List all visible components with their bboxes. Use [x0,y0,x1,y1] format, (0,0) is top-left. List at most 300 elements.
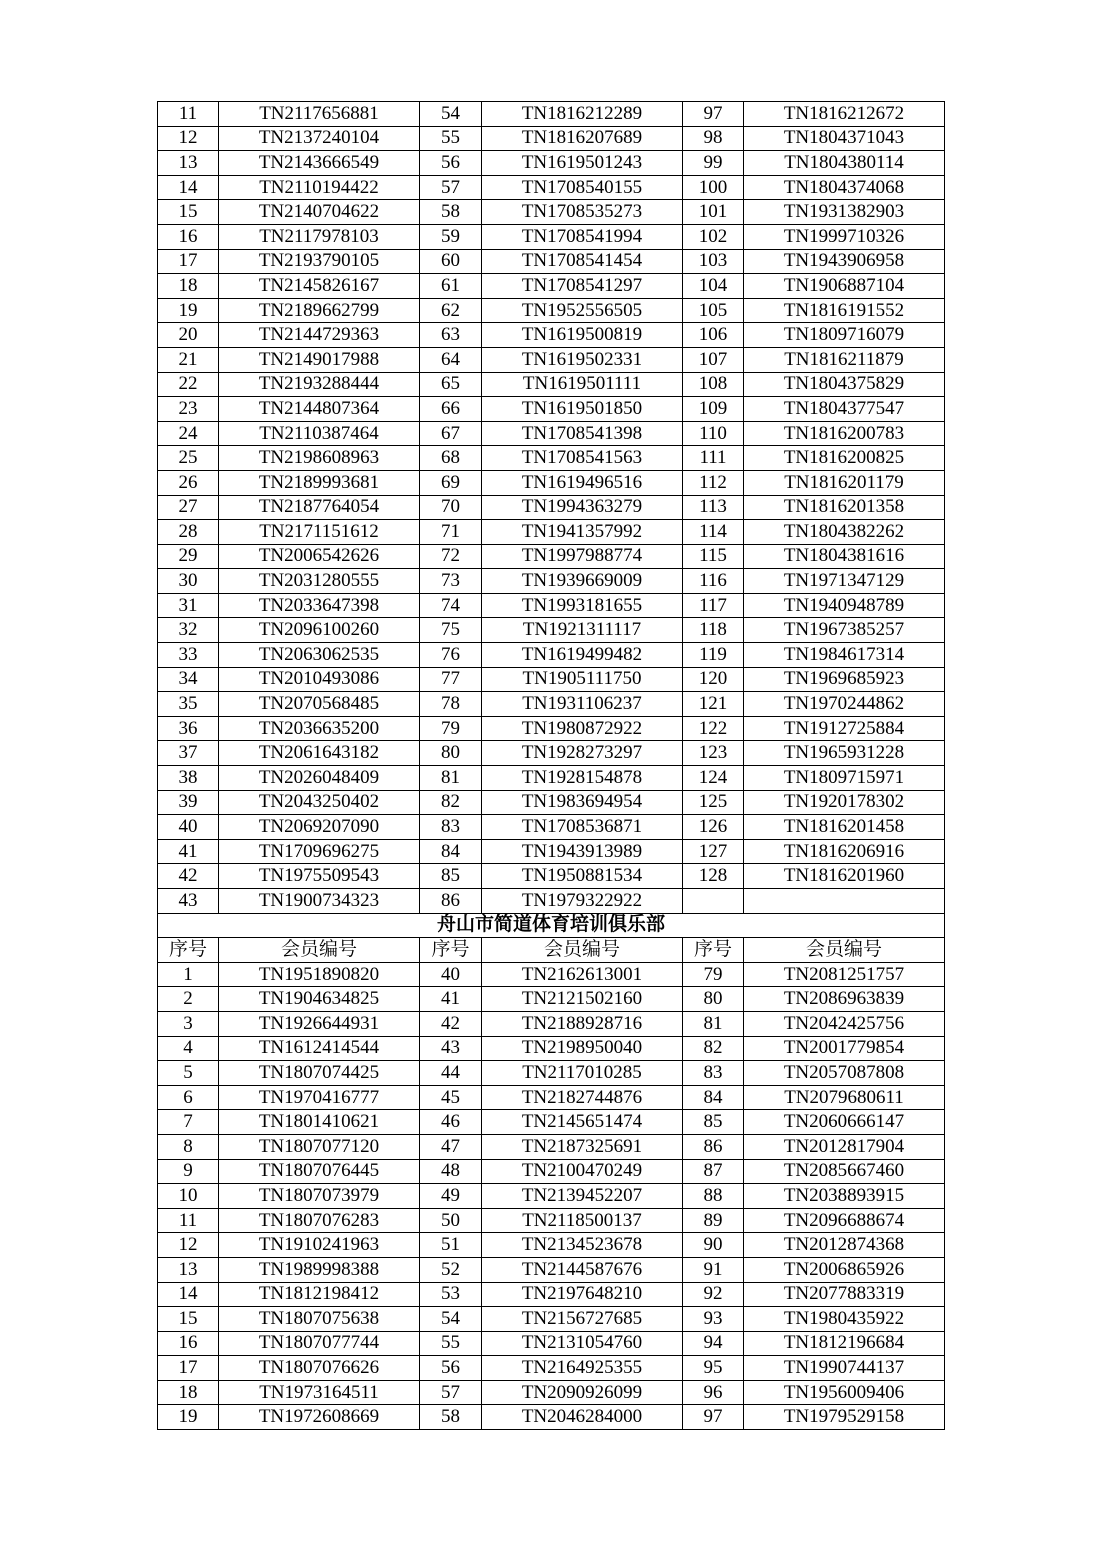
seq-cell: 78 [420,692,482,717]
table-row [158,1307,945,1332]
table-row [158,1208,945,1233]
table-row [158,1331,945,1356]
member-id-cell: TN1816200825 [744,446,945,471]
seq-cell: 80 [420,741,482,766]
seq-cell: 54 [420,102,482,127]
member-id-cell: TN1816207689 [482,126,683,151]
member-id-cell: TN2100470249 [482,1159,683,1184]
seq-cell: 45 [420,1085,482,1110]
member-id-cell: TN1804375829 [744,372,945,397]
table-row [158,1036,945,1061]
table-row [158,470,945,495]
table-row [158,1061,945,1086]
member-id-cell: TN1619496516 [482,470,683,495]
seq-cell: 42 [420,1011,482,1036]
member-id-cell: TN1931106237 [482,692,683,717]
member-id-cell: TN1807077120 [219,1134,420,1159]
club-title: 舟山市简道体育培训俱乐部 [158,913,945,938]
table-row [158,1257,945,1282]
seq-cell: 100 [683,175,744,200]
seq-cell: 21 [158,347,219,372]
table-row [158,1184,945,1209]
table-row [158,544,945,569]
table-row [158,716,945,741]
table-row [158,1134,945,1159]
member-id-cell: TN2144729363 [219,323,420,348]
seq-cell: 13 [158,1257,219,1282]
member-id-cell: TN1910241963 [219,1233,420,1258]
member-id-cell: TN1807076283 [219,1208,420,1233]
table-row [158,790,945,815]
seq-cell: 79 [420,716,482,741]
member-id-cell: TN1804371043 [744,126,945,151]
table-row [158,815,945,840]
member-id-cell: TN2001779854 [744,1036,945,1061]
seq-cell: 15 [158,200,219,225]
table-row [158,569,945,594]
seq-cell: 115 [683,544,744,569]
member-id-cell: TN1708540155 [482,175,683,200]
member-id-cell: TN1708541297 [482,274,683,299]
header-row [158,938,945,963]
member-id-cell: TN1816201179 [744,470,945,495]
member-id-cell: TN2081251757 [744,962,945,987]
member-id-cell: TN2086963839 [744,987,945,1012]
member-id-cell: TN1812198412 [219,1282,420,1307]
member-table-body [158,102,945,1430]
member-id-cell: TN1943913989 [482,839,683,864]
member-id-cell: TN2012817904 [744,1134,945,1159]
seq-cell: 27 [158,495,219,520]
member-id-cell: TN1619502331 [482,347,683,372]
seq-cell: 43 [158,889,219,914]
seq-cell: 35 [158,692,219,717]
member-id-cell: TN1984617314 [744,643,945,668]
seq-cell: 106 [683,323,744,348]
table-row [158,1405,945,1430]
seq-cell: 93 [683,1307,744,1332]
seq-cell: 70 [420,495,482,520]
seq-cell: 118 [683,618,744,643]
member-id-cell: TN1816211879 [744,347,945,372]
seq-cell: 72 [420,544,482,569]
member-id-cell: TN2187325691 [482,1134,683,1159]
member-id-cell: TN2061643182 [219,741,420,766]
table-row [158,1380,945,1405]
table-row [158,667,945,692]
table-row [158,643,945,668]
seq-cell: 11 [158,102,219,127]
seq-cell: 58 [420,200,482,225]
member-id-cell: TN1619501111 [482,372,683,397]
table-row [158,1011,945,1036]
member-id-cell: TN2134523678 [482,1233,683,1258]
seq-cell: 124 [683,766,744,791]
member-id-cell: TN2110194422 [219,175,420,200]
member-id-cell: TN2069207090 [219,815,420,840]
table-row [158,864,945,889]
member-id-cell: TN1612414544 [219,1036,420,1061]
seq-cell: 88 [683,1184,744,1209]
member-id-cell: TN2162613001 [482,962,683,987]
member-id-cell: TN1708535273 [482,200,683,225]
seq-cell: 31 [158,593,219,618]
seq-cell: 119 [683,643,744,668]
table-row [158,274,945,299]
member-id-cell: TN2079680611 [744,1085,945,1110]
seq-cell: 83 [420,815,482,840]
member-id-cell: TN1912725884 [744,716,945,741]
seq-cell: 125 [683,790,744,815]
seq-cell: 25 [158,446,219,471]
table-row [158,421,945,446]
seq-cell: 84 [683,1085,744,1110]
table-row [158,1356,945,1381]
member-id-cell: TN2197648210 [482,1282,683,1307]
member-id-cell: TN2060666147 [744,1110,945,1135]
member-id-cell: TN1816201358 [744,495,945,520]
seq-cell: 113 [683,495,744,520]
member-id-cell: TN1807077744 [219,1331,420,1356]
seq-cell: 47 [420,1134,482,1159]
seq-cell: 79 [683,962,744,987]
seq-cell [683,889,744,914]
member-id-cell: TN1965931228 [744,741,945,766]
seq-cell: 82 [683,1036,744,1061]
seq-cell: 99 [683,151,744,176]
member-id-cell: TN2187764054 [219,495,420,520]
seq-cell: 44 [420,1061,482,1086]
member-id-cell: TN2144587676 [482,1257,683,1282]
member-id-cell: TN1989998388 [219,1257,420,1282]
member-id-cell: TN2171151612 [219,520,420,545]
member-id-cell: TN1983694954 [482,790,683,815]
table-row [158,347,945,372]
seq-cell: 7 [158,1110,219,1135]
member-id-cell: TN1619501850 [482,397,683,422]
member-id-cell: TN2182744876 [482,1085,683,1110]
seq-cell: 54 [420,1307,482,1332]
member-id-cell: TN1816200783 [744,421,945,446]
seq-cell: 48 [420,1159,482,1184]
member-id-cell: TN2077883319 [744,1282,945,1307]
seq-cell: 29 [158,544,219,569]
member-id-cell: TN1931382903 [744,200,945,225]
seq-cell: 38 [158,766,219,791]
seq-cell: 71 [420,520,482,545]
table-row [158,200,945,225]
seq-cell: 50 [420,1208,482,1233]
seq-cell: 69 [420,470,482,495]
table-row [158,766,945,791]
member-id-cell: TN1807073979 [219,1184,420,1209]
member-id-cell: TN1967385257 [744,618,945,643]
member-id-cell: TN1807075638 [219,1307,420,1332]
seq-cell: 11 [158,1208,219,1233]
member-id-cell: TN2006542626 [219,544,420,569]
member-id-cell: TN1972608669 [219,1405,420,1430]
table-row [158,126,945,151]
seq-cell: 49 [420,1184,482,1209]
seq-cell: 51 [420,1233,482,1258]
member-id-cell: TN2137240104 [219,126,420,151]
member-id-cell: TN2164925355 [482,1356,683,1381]
seq-cell: 104 [683,274,744,299]
table-row [158,1159,945,1184]
seq-cell: 116 [683,569,744,594]
member-id-cell: TN2139452207 [482,1184,683,1209]
table-row [158,323,945,348]
seq-cell: 18 [158,274,219,299]
member-table [157,101,945,1430]
member-id-cell: TN1619500819 [482,323,683,348]
seq-cell: 41 [420,987,482,1012]
member-id-cell: TN2117656881 [219,102,420,127]
member-id-cell: TN1943906958 [744,249,945,274]
table-row [158,692,945,717]
column-header: 会员编号 [219,938,420,963]
member-id-cell: TN2033647398 [219,593,420,618]
seq-cell: 82 [420,790,482,815]
member-id-cell: TN1973164511 [219,1380,420,1405]
seq-cell: 42 [158,864,219,889]
member-id-cell: TN1980435922 [744,1307,945,1332]
member-id-cell: TN2046284000 [482,1405,683,1430]
seq-cell: 67 [420,421,482,446]
member-id-cell: TN1812196684 [744,1331,945,1356]
member-id-cell: TN1708541994 [482,224,683,249]
member-id-cell: TN1921311117 [482,618,683,643]
seq-cell: 81 [683,1011,744,1036]
seq-cell: 33 [158,643,219,668]
seq-cell: 53 [420,1282,482,1307]
seq-cell: 14 [158,175,219,200]
member-id-cell: TN2117010285 [482,1061,683,1086]
member-id-cell: TN1619499482 [482,643,683,668]
member-id-cell: TN1816201458 [744,815,945,840]
member-id-cell: TN2042425756 [744,1011,945,1036]
member-id-cell: TN1980872922 [482,716,683,741]
seq-cell: 126 [683,815,744,840]
seq-cell: 85 [683,1110,744,1135]
seq-cell: 97 [683,102,744,127]
member-id-cell: TN1804374068 [744,175,945,200]
seq-cell: 123 [683,741,744,766]
seq-cell: 20 [158,323,219,348]
seq-cell: 34 [158,667,219,692]
seq-cell: 64 [420,347,482,372]
member-id-cell: TN2198950040 [482,1036,683,1061]
seq-cell: 8 [158,1134,219,1159]
seq-cell: 4 [158,1036,219,1061]
member-id-cell: TN1904634825 [219,987,420,1012]
seq-cell: 23 [158,397,219,422]
seq-cell: 15 [158,1307,219,1332]
member-id-cell: TN1940948789 [744,593,945,618]
member-id-cell: TN1804377547 [744,397,945,422]
seq-cell: 87 [683,1159,744,1184]
member-id-cell: TN2063062535 [219,643,420,668]
seq-cell: 52 [420,1257,482,1282]
seq-cell: 85 [420,864,482,889]
seq-cell: 128 [683,864,744,889]
member-id-cell: TN1994363279 [482,495,683,520]
member-id-cell: TN1939669009 [482,569,683,594]
seq-cell: 32 [158,618,219,643]
seq-cell: 75 [420,618,482,643]
member-id-cell: TN2057087808 [744,1061,945,1086]
table-row [158,962,945,987]
member-id-cell: TN1801410621 [219,1110,420,1135]
member-id-cell: TN1708541563 [482,446,683,471]
seq-cell: 3 [158,1011,219,1036]
member-id-cell: TN1807076445 [219,1159,420,1184]
member-id-cell: TN1928154878 [482,766,683,791]
seq-cell: 19 [158,1405,219,1430]
seq-cell: 40 [420,962,482,987]
column-header: 序号 [158,938,219,963]
seq-cell: 56 [420,151,482,176]
seq-cell: 16 [158,224,219,249]
seq-cell: 101 [683,200,744,225]
member-id-cell: TN1708541398 [482,421,683,446]
table-row [158,593,945,618]
member-id-cell: TN2036635200 [219,716,420,741]
member-id-cell: TN1979529158 [744,1405,945,1430]
member-id-cell: TN2145651474 [482,1110,683,1135]
member-id-cell: TN1906887104 [744,274,945,299]
seq-cell: 55 [420,126,482,151]
member-id-cell: TN2043250402 [219,790,420,815]
member-id-cell: TN2149017988 [219,347,420,372]
seq-cell: 127 [683,839,744,864]
member-id-cell: TN2156727685 [482,1307,683,1332]
seq-cell: 46 [420,1110,482,1135]
seq-cell: 108 [683,372,744,397]
member-id-cell: TN1804381616 [744,544,945,569]
member-id-cell [744,889,945,914]
seq-cell: 59 [420,224,482,249]
member-id-cell: TN1708536871 [482,815,683,840]
seq-cell: 16 [158,1331,219,1356]
table-row [158,495,945,520]
seq-cell: 57 [420,1380,482,1405]
seq-cell: 96 [683,1380,744,1405]
seq-cell: 121 [683,692,744,717]
member-id-cell: TN1816212289 [482,102,683,127]
table-row [158,446,945,471]
column-header: 序号 [683,938,744,963]
seq-cell: 55 [420,1331,482,1356]
member-id-cell: TN1993181655 [482,593,683,618]
seq-cell: 81 [420,766,482,791]
member-id-cell: TN1975509543 [219,864,420,889]
table-row [158,1282,945,1307]
member-id-cell: TN1956009406 [744,1380,945,1405]
member-id-cell: TN2110387464 [219,421,420,446]
member-id-cell: TN1709696275 [219,839,420,864]
seq-cell: 97 [683,1405,744,1430]
seq-cell: 17 [158,249,219,274]
seq-cell: 30 [158,569,219,594]
member-id-cell: TN1952556505 [482,298,683,323]
member-id-cell: TN1951890820 [219,962,420,987]
seq-cell: 95 [683,1356,744,1381]
seq-cell: 89 [683,1208,744,1233]
seq-cell: 17 [158,1356,219,1381]
seq-cell: 40 [158,815,219,840]
seq-cell: 80 [683,987,744,1012]
seq-cell: 19 [158,298,219,323]
table-row [158,741,945,766]
seq-cell: 110 [683,421,744,446]
seq-cell: 86 [420,889,482,914]
table-row [158,249,945,274]
member-id-cell: TN2189662799 [219,298,420,323]
table-row [158,889,945,914]
seq-cell: 68 [420,446,482,471]
seq-cell: 39 [158,790,219,815]
seq-cell: 14 [158,1282,219,1307]
member-id-cell: TN1905111750 [482,667,683,692]
seq-cell: 2 [158,987,219,1012]
member-id-cell: TN1708541454 [482,249,683,274]
seq-cell: 111 [683,446,744,471]
member-id-cell: TN1979322922 [482,889,683,914]
member-id-cell: TN2193790105 [219,249,420,274]
seq-cell: 1 [158,962,219,987]
member-id-cell: TN2010493086 [219,667,420,692]
member-id-cell: TN2006865926 [744,1257,945,1282]
member-id-cell: TN1816191552 [744,298,945,323]
table-row [158,151,945,176]
member-id-cell: TN1809715971 [744,766,945,791]
table-row [158,618,945,643]
member-id-cell: TN2188928716 [482,1011,683,1036]
seq-cell: 24 [158,421,219,446]
member-id-cell: TN1971347129 [744,569,945,594]
seq-cell: 83 [683,1061,744,1086]
member-id-cell: TN2143666549 [219,151,420,176]
seq-cell: 73 [420,569,482,594]
member-id-cell: TN2140704622 [219,200,420,225]
seq-cell: 18 [158,1380,219,1405]
seq-cell: 22 [158,372,219,397]
member-id-cell: TN2118500137 [482,1208,683,1233]
seq-cell: 66 [420,397,482,422]
seq-cell: 26 [158,470,219,495]
member-id-cell: TN2070568485 [219,692,420,717]
seq-cell: 37 [158,741,219,766]
member-id-cell: TN1807074425 [219,1061,420,1086]
seq-cell: 91 [683,1257,744,1282]
column-header: 会员编号 [482,938,683,963]
member-id-cell: TN1804380114 [744,151,945,176]
member-id-cell: TN2121502160 [482,987,683,1012]
table-row [158,1233,945,1258]
seq-cell: 122 [683,716,744,741]
seq-cell: 90 [683,1233,744,1258]
member-id-cell: TN2198608963 [219,446,420,471]
member-id-cell: TN1816212672 [744,102,945,127]
member-id-cell: TN1900734323 [219,889,420,914]
column-header: 序号 [420,938,482,963]
member-id-cell: TN2085667460 [744,1159,945,1184]
seq-cell: 62 [420,298,482,323]
member-id-cell: TN1950881534 [482,864,683,889]
member-id-cell: TN2193288444 [219,372,420,397]
member-id-cell: TN1928273297 [482,741,683,766]
